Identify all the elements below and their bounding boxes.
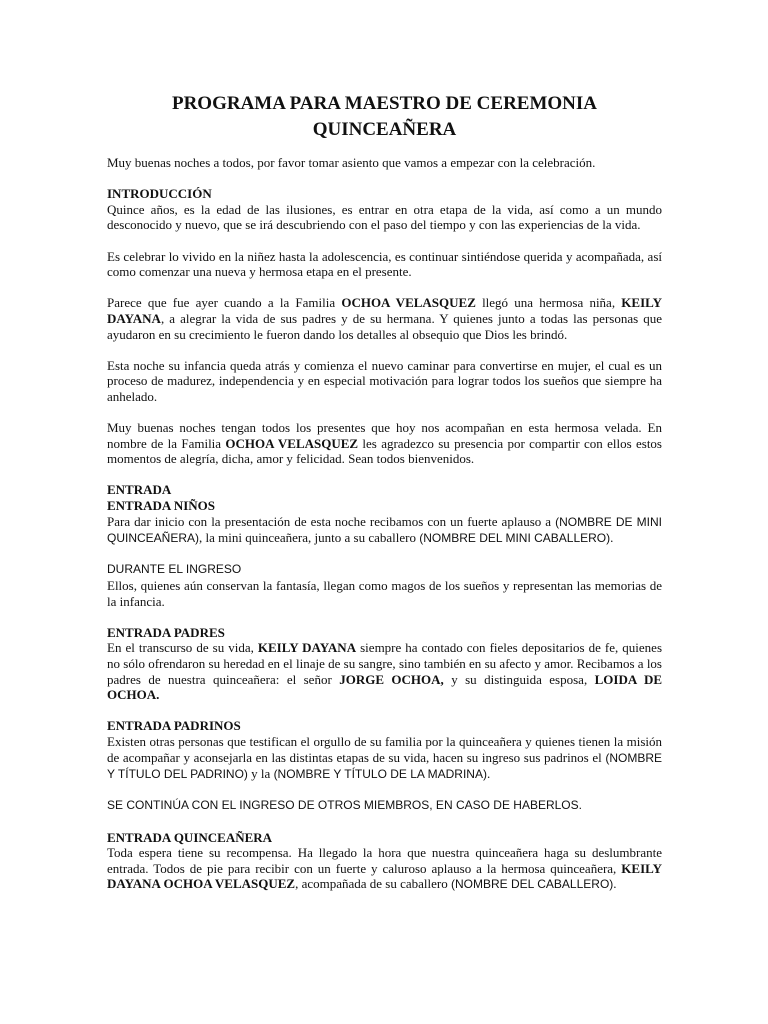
document-body xyxy=(107,91,662,909)
family-name: OCHOA VELASQUEZ xyxy=(341,295,476,311)
father-name: JORGE OCHOA, xyxy=(339,671,444,687)
section-introduccion xyxy=(107,186,662,233)
section-heading-durante: DURANTE EL INGRESO xyxy=(107,562,242,577)
section-entrada-quinceanera xyxy=(107,830,662,893)
paragraph-text: Existen otras personas que testifican el orgullo de su familia por la quinceañera y quienes tienen la misión de acompañar y aconsejarla en las distintas etapas de su vida, hacen su ingreso sus padrinos el xyxy=(107,733,662,765)
paragraph-text: . xyxy=(613,876,617,892)
section-heading-entrada-quinceanera: ENTRADA QUINCEAÑERA xyxy=(107,829,273,845)
paragraph-text: Para dar inicio con la presentación de esta noche recibamos con un fuerte aplauso a xyxy=(107,513,556,529)
paragraph-text: . xyxy=(486,766,491,782)
placeholder-madrina: (NOMBRE Y TÍTULO DE LA MADRINA) xyxy=(273,767,487,782)
section-heading-entrada-padres: ENTRADA PADRES xyxy=(107,624,225,640)
quinceanera-full-name: KEILY DAYANA OCHOA VELASQUEZ xyxy=(107,860,662,892)
paragraph-familia xyxy=(107,295,662,342)
paragraph-text: Parece que fue ayer cuando a la Familia xyxy=(107,295,342,311)
paragraph-text: y la xyxy=(247,766,274,782)
paragraph-celebrar: Es celebrar lo vivido en la niñez hasta la adolescencia, es continuar sintiéndose querida y acompañada, así como comenzar una nueva y hermosa etapa en el presente. xyxy=(107,248,662,280)
document-title xyxy=(107,91,662,143)
placeholder-padrino: (NOMBRE Y TÍTULO DEL PADRINO) xyxy=(107,750,662,782)
greeting-paragraph: Muy buenas noches a todos, por favor tomar asiento que vamos a empezar con la celebración. xyxy=(107,155,596,170)
section-entrada-padres xyxy=(107,625,662,703)
placeholder-caballero: (NOMBRE DEL CABALLERO) xyxy=(451,877,614,892)
placeholder-mini-quinceanera: (NOMBRE DE MINI QUINCEAÑERA) xyxy=(107,514,662,546)
quinceanera-name: KEILY DAYANA xyxy=(107,295,662,326)
paragraph-text: Ellos, quienes aún conservan la fantasía, llegan como magos de los sueños y representan las memorias de la infancia. xyxy=(107,578,662,609)
paragraph-text: y su distinguida esposa, xyxy=(443,671,595,687)
paragraph-text: , a alegrar la vida de sus padres y de su hermana. Y quienes junto a todas las personas que ayudaron en su crecimiento le fueron dando los detalles al obsequio que Dios les brindó. xyxy=(107,310,662,342)
family-name: OCHOA VELASQUEZ xyxy=(225,435,359,451)
paragraph-text: Toda espera tiene su recompensa. Ha llegado la hora que nuestra quinceañera haga su deslumbrante entrada. Todos de pie para recibir con un fuerte y caluroso aplauso a la hermosa quinceañera, xyxy=(107,845,662,876)
paragraph-bienvenida xyxy=(107,420,662,467)
section-durante-ingreso xyxy=(107,562,662,609)
title-line-1: PROGRAMA PARA MAESTRO DE CEREMONIA xyxy=(171,93,598,114)
section-heading-entrada-padrinos: ENTRADA PADRINOS xyxy=(107,718,241,734)
paragraph-text: , la mini quinceañera, junto a su caballero xyxy=(199,530,420,546)
paragraph-text: les agradezco su presencia por compartir con ellos estos momentos de alegría, dicha, amor y felicidad. Sean todos bienvenidos. xyxy=(107,435,662,467)
paragraph-text: . xyxy=(610,530,614,546)
section-entrada-ninos xyxy=(107,482,662,546)
paragraph-text: llegó una hermosa niña, xyxy=(475,295,622,311)
title-line-2: QUINCEAÑERA xyxy=(312,119,457,140)
placeholder-mini-caballero: (NOMBRE DEL MINI CABALLERO) xyxy=(419,531,611,546)
paragraph-text: , acompañada de su caballero xyxy=(295,876,452,892)
paragraph-infancia: Esta noche su infancia queda atrás y comienza el nuevo caminar para convertirse en mujer, el cual es un proceso de madurez, independencia y en especial motivación para lograr todos los sueños que siempre ha anhelado. xyxy=(107,357,662,404)
section-heading-introduccion: INTRODUCCIÓN xyxy=(107,186,212,202)
paragraph-text: siempre ha contado con fieles depositarios de fe, quienes no sólo ofrendaron su heredad en el linaje de su sangre, sino también en su afecto y amor. Recibamos a los padres de nuestra quinceañera: el señor xyxy=(107,640,662,687)
section-heading-entrada-ninos: ENTRADA NIÑOS xyxy=(107,498,215,514)
mother-name: LOIDA DE OCHOA. xyxy=(107,671,663,703)
section-entrada-padrinos xyxy=(107,718,662,782)
paragraph-text: En el transcurso de su vida, xyxy=(107,640,258,656)
paragraph-text: Quince años, es la edad de las ilusiones, es entrar en otra etapa de la vida, así como a un mundo desconocido y nuevo, que se irá descubriendo con el paso del tiempo y con las experiencias de la vida. xyxy=(107,201,662,233)
quinceanera-name: KEILY DAYANA xyxy=(257,640,357,656)
section-heading-entrada: ENTRADA xyxy=(107,482,172,498)
paragraph-text: Muy buenas noches tengan todos los presentes que hoy nos acompañan en esta hermosa velada. En nombre de la Familia xyxy=(107,420,662,451)
note-otros-miembros: SE CONTINÚA CON EL INGRESO DE OTROS MIEMBROS, EN CASO DE HABERLOS. xyxy=(107,798,582,813)
